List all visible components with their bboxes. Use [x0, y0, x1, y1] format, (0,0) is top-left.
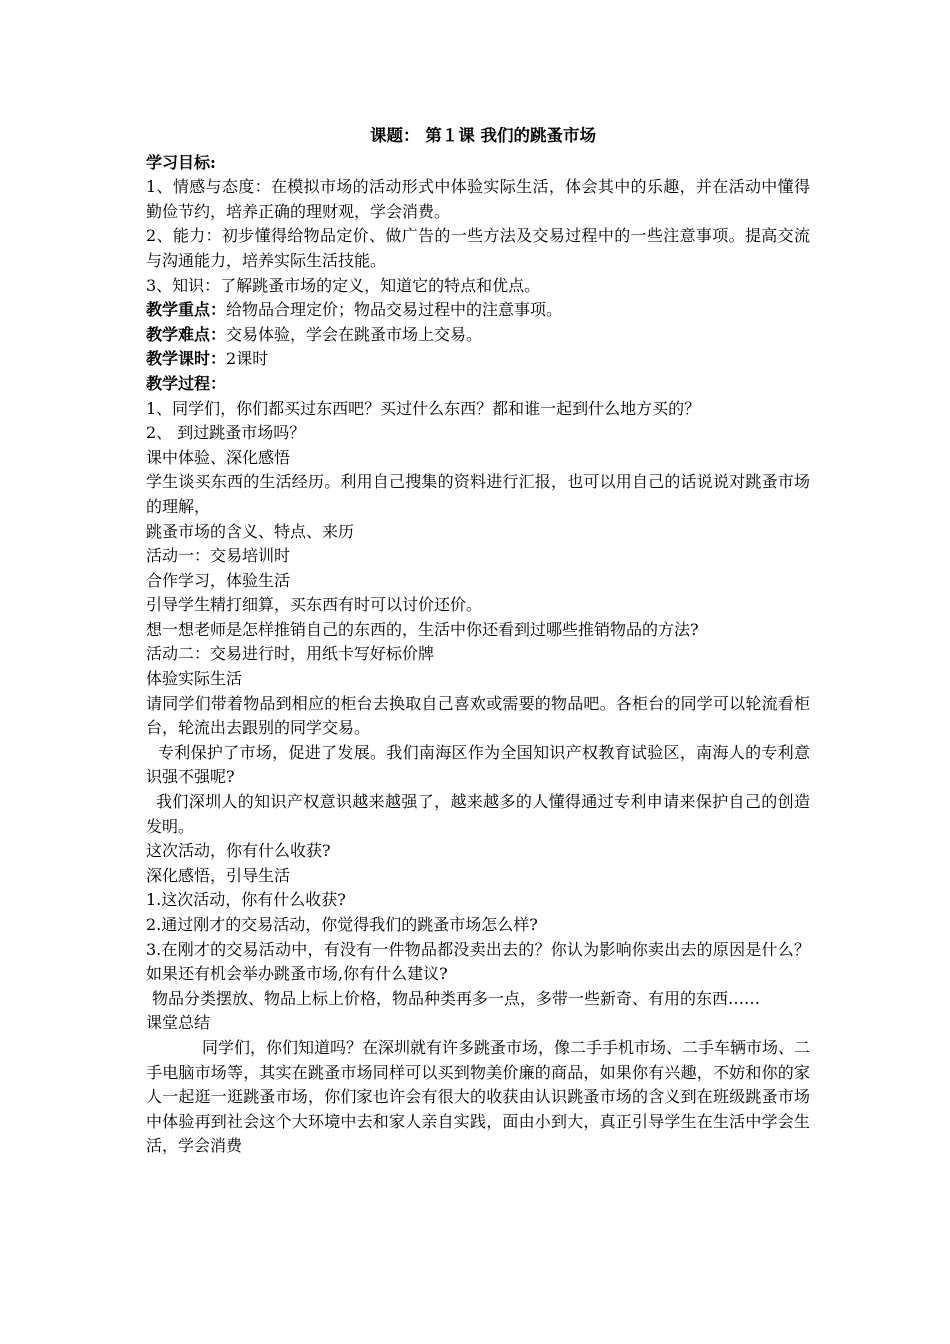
objective-ability: 2、能力：初步懂得给物品定价、做广告的一些方法及交易过程中的一些注意事项。提高交流与沟通能力，培养实际生活技能。	[146, 226, 810, 270]
objective-knowledge: 3、知识：了解跳蚤市场的定义，知道它的特点和优点。	[146, 275, 541, 295]
process-line: 课中体验、深化感悟	[146, 447, 291, 467]
process-line: 体验实际生活	[146, 669, 243, 689]
process-line: 同学们，你们知道吗？在深圳就有许多跳蚤市场，像二手手机市场、二手车辆市场、二手电脑市场等，其实在跳蚤市场同样可以买到物美价廉的商品，如果你有兴趣，不妨和你的家人一起逛一逛跳蚤市场，你们家也许会有很大的收获由认识跳蚤市场的含义到在班级跳蚤市场中体验再到社会这个大环境中去和家人亲自实践，面由小到大，真正引导学生在生活中学会生活，学会消费	[146, 1037, 811, 1156]
objectives-heading: 学习目标:	[146, 152, 216, 172]
process-line: 物品分类摆放、物品上标上价格，物品种类再多一点，多带一些新奇、有用的东西……	[152, 988, 761, 1008]
difficulties-text: 交易体验，学会在跳蚤市场上交易。	[226, 324, 483, 344]
process-line: 合作学习，体验生活	[146, 570, 291, 590]
lesson-title: 课题： 第１课 我们的跳蚤市场	[370, 126, 596, 145]
process-line: 这次活动，你有什么收获?	[146, 841, 331, 861]
process-line: 活动二：交易进行时，用纸卡写好标价牌	[146, 644, 435, 664]
process-line: 课堂总结	[146, 1013, 211, 1033]
document-page	[146, 124, 810, 1159]
class-hours	[146, 347, 810, 372]
process-line: 2、 到过跳蚤市场吗？	[146, 423, 306, 443]
process-line: 深化感悟，引导生活	[146, 865, 291, 885]
class-hours-label: 教学课时：	[146, 349, 227, 369]
process-line: 1.这次活动，你有什么收获?	[146, 890, 346, 910]
process-line: 1、同学们，你们都买过东西吧？买过什么东西？都和谁一起到什么地方买的？	[146, 398, 701, 418]
process-line: 跳蚤市场的含义、特点、来历	[146, 521, 355, 541]
key-points	[146, 298, 810, 323]
difficulties	[146, 323, 810, 348]
process-line: 2.通过刚才的交易活动，你觉得我们的跳蚤市场怎么样?	[146, 915, 538, 934]
process-heading: 教学过程：	[146, 373, 227, 393]
objective-emotion: 1、情感与态度：在模拟市场的活动形式中体验实际生活，体会其中的乐趣，并在活动中懂得勤俭节约，培养正确的理财观，学会消费。	[146, 177, 810, 221]
process-line: 请同学们带着物品到相应的柜台去换取自己喜欢或需要的物品吧。各柜台的同学可以轮流看柜台，轮流出去跟别的同学交易。	[146, 693, 810, 738]
process-line: 3.在刚才的交易活动中，有没有一件物品都没卖出去的？你认为影响你卖出去的原因是什么？如果还有机会举办跳蚤市场,你有什么建议?	[146, 939, 810, 984]
difficulties-label: 教学难点：	[146, 324, 227, 344]
process-line: 我们深圳人的知识产权意识越来越强了，越来越多的人懂得通过专利申请来保护自己的创造发明。	[146, 792, 810, 836]
class-hours-text: 2课时	[226, 349, 269, 369]
key-points-text: 给物品合理定价；物品交易过程中的注意事项。	[226, 300, 563, 320]
process-line: 学生谈买东西的生活经历。利用自己搜集的资料进行汇报，也可以用自己的话说说对跳蚤市场的理解，	[146, 472, 810, 516]
process-line: 活动一：交易培训时	[146, 546, 291, 566]
process-line: 引导学生精打细算，买东西有时可以讨价还价。	[146, 595, 483, 615]
process-line: 专利保护了市场，促进了发展。我们南海区作为全国知识产权教育试验区，南海人的专利意识强不强呢?	[146, 742, 810, 787]
process-line: 想一想老师是怎样推销自己的东西的，生活中你还看到过哪些推销物品的方法?	[146, 619, 699, 639]
key-points-label: 教学重点：	[146, 300, 227, 320]
